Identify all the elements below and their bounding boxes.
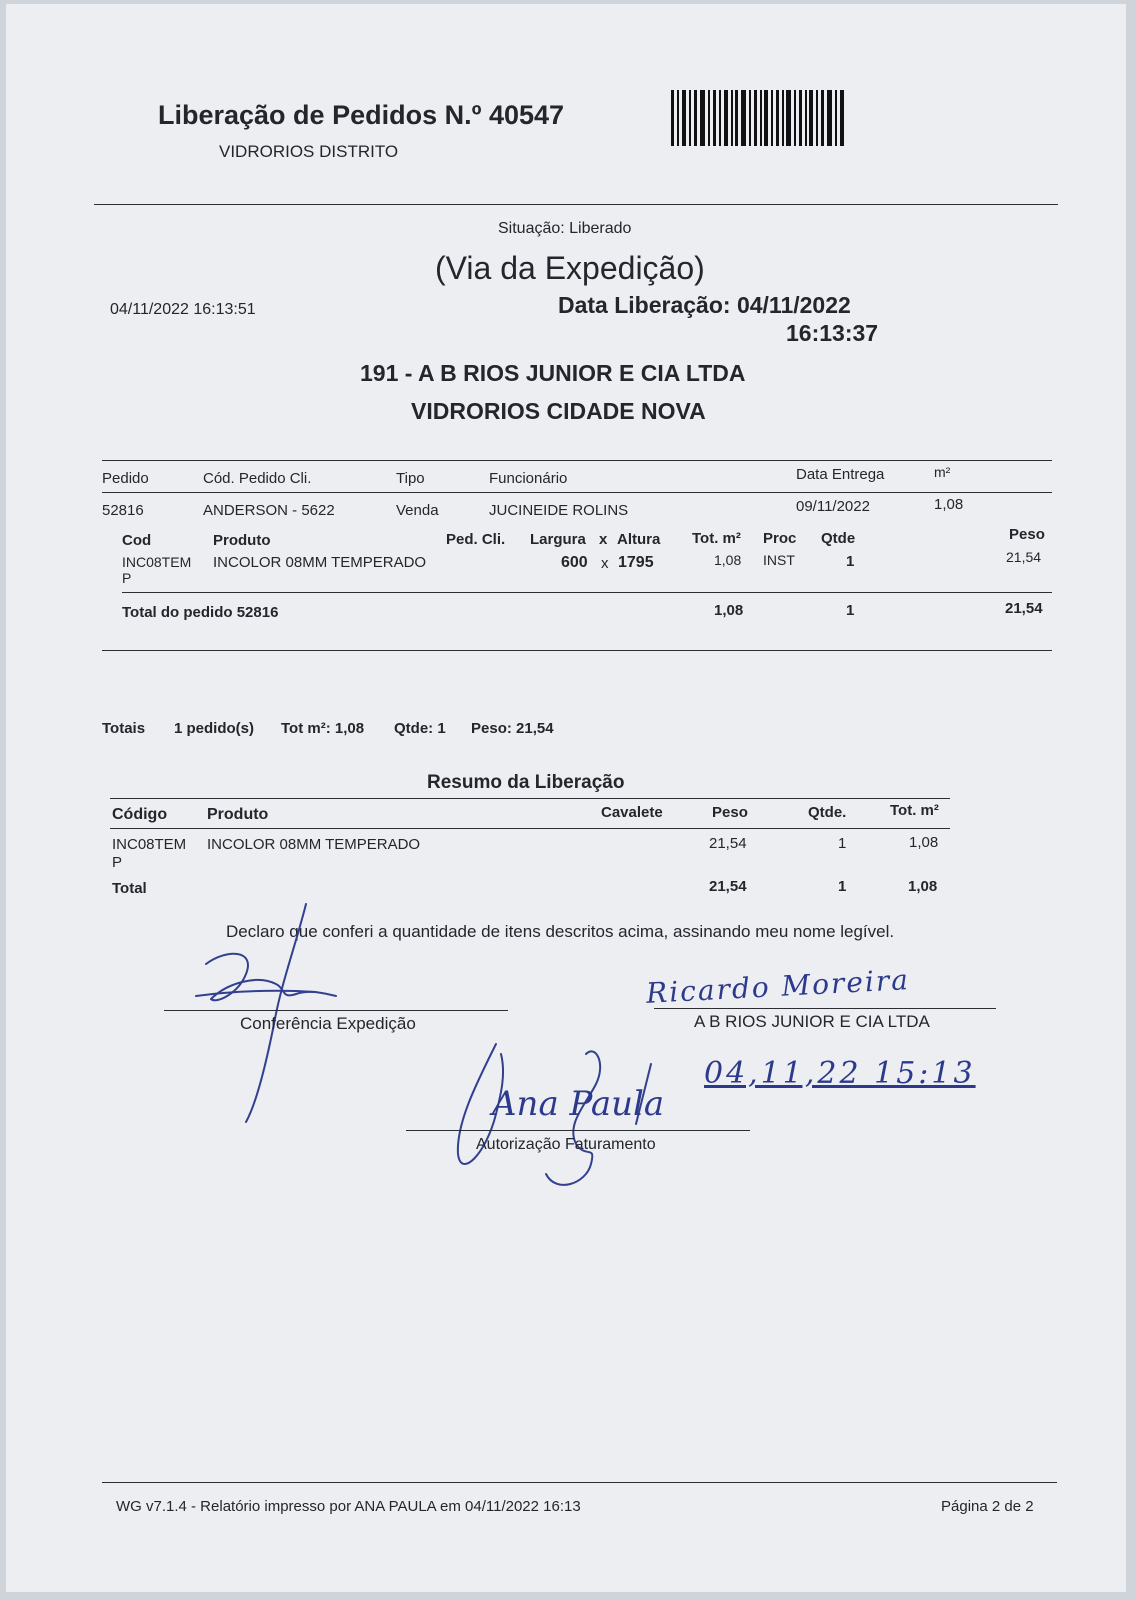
items-total-qtde: 1 [846,602,855,619]
summary-col-peso: Peso [712,804,748,821]
summary-peso: 21,54 [709,835,747,852]
item-cod-wrap: P [122,570,132,586]
release-time: 16:13:37 [786,320,879,346]
order-m2: 1,08 [934,496,964,513]
handwritten-date: 04,11,22 15:13 [704,1056,976,1091]
order-funcionario: JUCINEIDE ROLINS [489,502,629,519]
items-col-proc: Proc [763,530,797,547]
summary-codigo: INC08TEM [112,836,187,853]
summary-codigo-wrap: P [112,854,123,871]
declaration-text: Declaro que conferi a quantidade de itens descritos acima, assinando meu nome legível. [226,922,895,941]
summary-col-codigo: Código [112,806,168,823]
summary-tot-m2: 1,08 [909,834,939,851]
col-funcionario: Funcionário [489,470,568,487]
footer-report-info: WG v7.1.4 - Relatório impresso por ANA PAULA em 04/11/2022 16:13 [116,1498,581,1515]
col-pedido: Pedido [102,470,149,487]
items-col-cod: Cod [122,532,152,549]
document-title: Liberação de Pedidos N.º 40547 [158,100,565,130]
page-number: Página 2 de 2 [941,1498,1034,1515]
summary-total-label: Total [112,880,147,897]
summary-produto: INCOLOR 08MM TEMPERADO [207,836,421,853]
col-m2: m² [934,464,951,480]
order-tipo: Venda [396,502,439,519]
autorizacao-handwritten-name: Ana Paula [492,1084,665,1124]
totals-label: Totais [102,720,146,737]
items-col-produto: Produto [213,532,271,549]
col-data-entrega: Data Entrega [796,466,885,483]
item-proc: INST [763,552,795,568]
totals-tot-m2: Tot m²: 1,08 [281,720,365,737]
summary-top-line [110,798,950,799]
autorizacao-signature-line [406,1130,750,1131]
summary-total-tot-m2: 1,08 [908,878,938,895]
order-table-bottom-line [102,650,1052,651]
item-cod: INC08TEM [122,554,192,570]
summary-col-cavalete: Cavalete [601,804,663,821]
summary-header-line [110,828,950,829]
release-date: Data Liberação: 04/11/2022 [558,292,851,318]
items-total-line [122,592,1052,593]
item-altura: 1795 [618,554,654,571]
totals-peso: Peso: 21,54 [471,720,554,737]
summary-col-qtde: Qtde. [808,804,847,821]
barcode-graphic [671,90,851,146]
item-x: x [601,555,609,572]
order-pedido: 52816 [102,502,144,519]
document-page [6,4,1126,1592]
items-col-x: x [599,531,608,548]
items-total-peso: 21,54 [1005,600,1043,617]
items-total-m2: 1,08 [714,602,744,619]
conferencia-signature-line [164,1010,508,1011]
item-produto: INCOLOR 08MM TEMPERADO [213,554,427,571]
client-branch: VIDRORIOS CIDADE NOVA [411,398,706,424]
items-col-largura: Largura [530,531,586,548]
order-table-top-line [102,460,1052,461]
header-divider [94,204,1058,205]
totals-qtde: Qtde: 1 [394,720,446,737]
item-peso: 21,54 [1006,549,1042,565]
item-qtde: 1 [846,553,855,570]
item-tot-m2: 1,08 [714,552,742,568]
barcode [671,90,851,146]
client-name: 191 - A B RIOS JUNIOR E CIA LTDA [360,360,746,386]
col-cod-pedido-cli: Cód. Pedido Cli. [203,470,312,487]
via-label: (Via da Expedição) [435,250,705,286]
company-name: VIDRORIOS DISTRITO [219,142,399,161]
items-col-peso: Peso [1009,526,1045,543]
order-data-entrega: 09/11/2022 [796,498,870,515]
summary-total-qtde: 1 [838,878,847,895]
summary-total-peso: 21,54 [709,878,747,895]
footer-divider [102,1482,1057,1483]
client-signature-line [654,1008,996,1009]
status-text: Situação: Liberado [498,220,632,237]
items-col-altura: Altura [617,531,661,548]
summary-qtde: 1 [838,835,847,852]
summary-col-produto: Produto [207,806,269,823]
items-col-qtde: Qtde [821,530,856,547]
items-total-label: Total do pedido 52816 [122,604,279,621]
items-col-tot-m2: Tot. m² [692,530,741,547]
summary-title: Resumo da Liberação [427,772,625,793]
print-timestamp: 04/11/2022 16:13:51 [110,301,256,318]
col-tipo: Tipo [396,470,425,487]
autorizacao-label: Autorização Faturamento [476,1136,656,1153]
items-col-ped-cli: Ped. Cli. [446,531,506,548]
order-header-line [102,492,1052,493]
conferencia-label: Conferência Expedição [240,1014,416,1033]
client-handwritten-name: Ricardo Moreira [645,963,911,1010]
totals-pedidos: 1 pedido(s) [174,720,255,737]
summary-col-tot-m2: Tot. m² [890,802,939,819]
client-label: A B RIOS JUNIOR E CIA LTDA [694,1012,930,1031]
order-cod-pedido-cli: ANDERSON - 5622 [203,502,335,519]
item-largura: 600 [561,554,588,571]
